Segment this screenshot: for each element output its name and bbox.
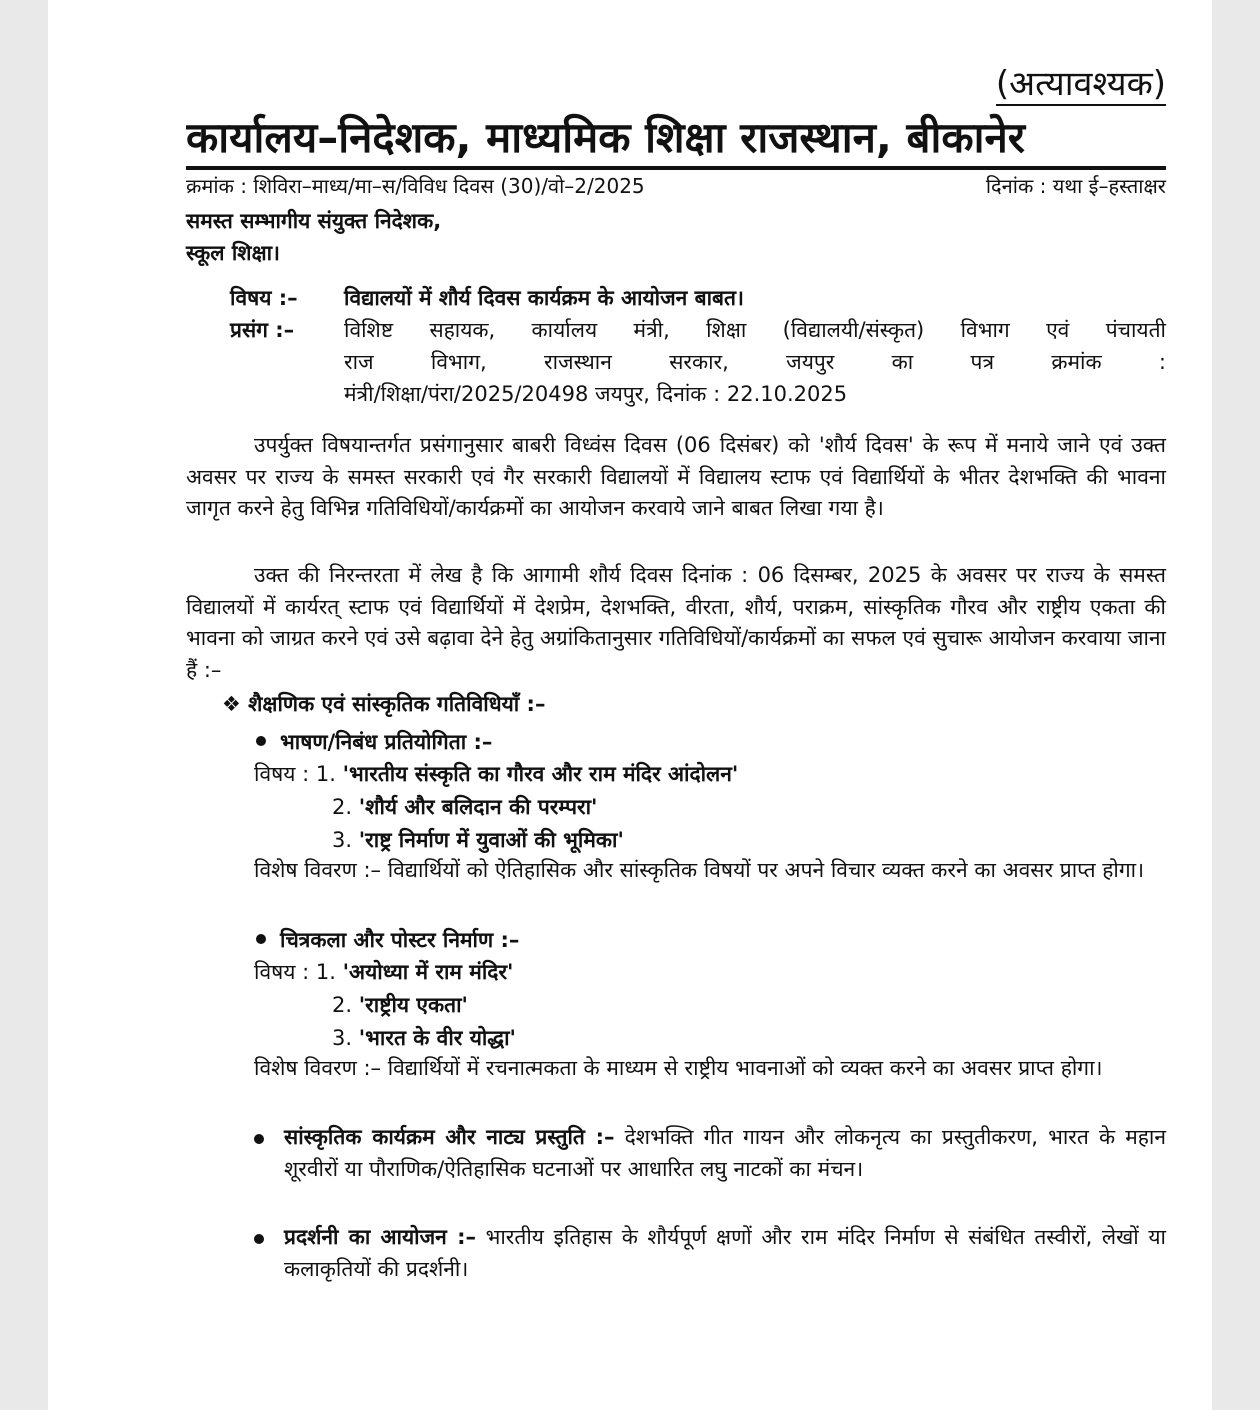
topic-number: 3. <box>332 828 353 852</box>
speech-heading <box>256 726 492 758</box>
painting-topic-2 <box>332 989 468 1021</box>
speech-topic-2 <box>332 791 597 823</box>
topic-text: 'शौर्य और बलिदान की परम्परा' <box>358 795 598 819</box>
bullet-icon <box>256 736 266 746</box>
exhibition-text: भारतीय इतिहास के शौर्यपूर्ण क्षणों और राम मंदिर निर्माण से संबंधित तस्वीरों, लेखों या कलाकृतियों की प्रदर्शनी। <box>284 1225 1166 1281</box>
reference-line-2: राज विभाग, राजस्थान सरकार, जयपुर का पत्र क्रमांक : <box>344 350 1166 374</box>
addressee-line-2: स्कूल शिक्षा। <box>186 241 281 265</box>
painting-title: चित्रकला और पोस्टर निर्माण :– <box>280 928 520 952</box>
exhibition-item <box>284 1222 1166 1285</box>
cultural-item <box>284 1122 1166 1185</box>
painting-topic-1 <box>254 956 513 988</box>
topic-label: विषय : <box>254 960 310 984</box>
reference-line <box>186 172 1166 200</box>
topic-text: 'राष्ट्र निर्माण में युवाओं की भूमिका' <box>358 828 624 852</box>
topic-number: 1. <box>315 762 336 786</box>
topic-number: 2. <box>332 993 353 1017</box>
section-heading <box>222 688 545 720</box>
topic-number: 2. <box>332 795 353 819</box>
letter-date: दिनांक : यथा ई–हस्ताक्षर <box>985 174 1166 198</box>
ref-number: क्रमांक : शिविरा–माध्य/मा–स/विविध दिवस (30)/वो–2/2025 <box>186 174 645 198</box>
subject-label: विषय :– <box>230 286 298 310</box>
bullet-icon <box>254 1234 264 1244</box>
body-paragraph-1: उपर्युक्त विषयान्तर्गत प्रसंगानुसार बाबरी विध्वंस दिवस (06 दिसंबर) को 'शौर्य दिवस' के रूप में मनाये जाने एवं उक्त अवसर पर राज्य के समस्त सरकारी एवं गैर सरकारी विद्यालयों में विद्यालय स्टाफ एवं विद्यार्थियों के भीतर देशभक्ति की भावना जागृत करने हेतु विभिन्न गतिविधियों/कार्यक्रमों का आयोजन करवाये जाने बाबत लिखा गया है। <box>186 433 1166 520</box>
office-heading: कार्यालय–निदेशक, माध्यमिक शिक्षा राजस्थान, बीकानेर <box>186 112 1166 170</box>
topic-text: 'भारतीय संस्कृति का गौरव और राम मंदिर आंदोलन' <box>342 762 739 786</box>
urgent-label: (अत्यावश्यक) <box>995 64 1166 104</box>
topic-number: 1. <box>315 960 336 984</box>
cultural-title: सांस्कृतिक कार्यक्रम और नाट्य प्रस्तुति :– <box>284 1125 615 1149</box>
subject-row <box>186 282 1166 314</box>
painting-detail: विशेष विवरण :– विद्यार्थियों में रचनात्मकता के माध्यम से राष्ट्रीय भावनाओं को व्यक्त करने का अवसर प्राप्त होगा। <box>254 1056 1103 1080</box>
speech-topic-1 <box>254 758 738 790</box>
addressee-line-1: समस्त सम्भागीय संयुक्त निदेशक, <box>186 209 442 233</box>
reference-line-3: मंत्री/शिक्षा/पंरा/2025/20498 जयपुर, दिनांक : 22.10.2025 <box>344 382 848 406</box>
exhibition-title: प्रदर्शनी का आयोजन :– <box>284 1225 476 1249</box>
topic-number: 3. <box>332 1026 353 1050</box>
subject-text: विद्यालयों में शौर्य दिवस कार्यक्रम के आयोजन बाबत। <box>344 286 744 310</box>
painting-heading <box>256 924 519 956</box>
speech-detail: विशेष विवरण :– विद्यार्थियों को ऐतिहासिक और सांस्कृतिक विषयों पर अपने विचार व्यक्त करने का अवसर प्राप्त होगा। <box>254 858 1145 882</box>
reference-row <box>186 314 1166 410</box>
speech-topic-3 <box>332 824 624 856</box>
body-paragraph-2: उक्त की निरन्तरता में लेख है कि आगामी शौर्य दिवस दिनांक : 06 दिसम्बर, 2025 के अवसर पर राज्य के समस्त विद्यालयों में कार्यरत् स्टाफ एवं विद्यार्थियों में देशप्रेम, देशभक्ति, वीरता, शौर्य, पराक्रम, सांस्कृतिक गौरव और राष्ट्रीय एकता की भावना को जाग्रत करने एवं उसे बढ़ावा देने हेतु अग्रांकितानुसार गतिविधियों/कार्यक्रमों का सफल एवं सुचारू आयोजन करवाया जाना हैं :– <box>186 563 1166 682</box>
topic-text: 'अयोध्या में राम मंदिर' <box>342 960 514 984</box>
topic-text: 'भारत के वीर योद्धा' <box>358 1026 516 1050</box>
cultural-text: देशभक्ति गीत गायन और लोकनृत्य का प्रस्तुतीकरण, भारत के महान शूरवीरों या पौराणिक/ऐतिहासिक घटनाओं पर आधारित लघु नाटकों का मंचन। <box>284 1125 1166 1181</box>
diamond-bullet-icon: ❖ <box>222 692 241 716</box>
reference-line-1: विशिष्ट सहायक, कार्यालय मंत्री, शिक्षा (विद्यालयी/संस्कृत) विभाग एवं पंचायती <box>344 318 1166 342</box>
speech-title: भाषण/निबंध प्रतियोगिता :– <box>280 730 493 754</box>
section-title: शैक्षणिक एवं सांस्कृतिक गतिविधियाँ :– <box>248 692 546 716</box>
document-page <box>48 0 1212 1410</box>
bullet-icon <box>256 934 266 944</box>
bullet-icon <box>254 1134 264 1144</box>
topic-label: विषय : <box>254 762 310 786</box>
reference-label: प्रसंग :– <box>230 318 295 342</box>
topic-text: 'राष्ट्रीय एकता' <box>358 993 468 1017</box>
painting-topic-3 <box>332 1022 516 1054</box>
